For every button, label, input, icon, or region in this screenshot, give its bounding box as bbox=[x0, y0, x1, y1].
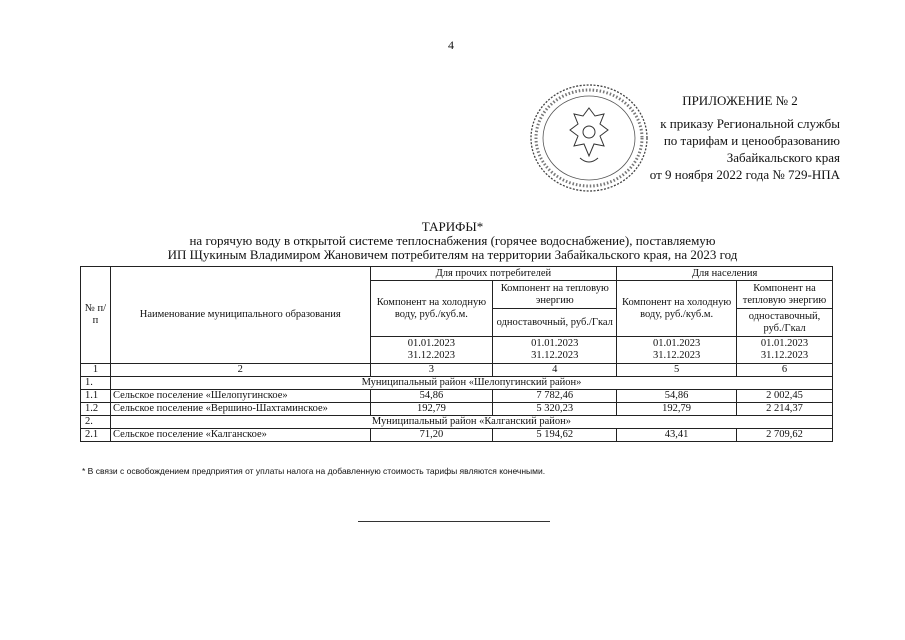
table-row bbox=[81, 429, 833, 442]
row-value: 54,86 bbox=[617, 390, 737, 403]
column-number: 6 bbox=[737, 364, 833, 377]
row-value: 192,79 bbox=[370, 403, 493, 416]
section-row bbox=[81, 377, 833, 390]
header-col-name: Наименование муниципального образования bbox=[110, 267, 370, 364]
column-number: 2 bbox=[110, 364, 370, 377]
appendix-line: от 9 ноября 2022 года № 729-НПА bbox=[649, 167, 840, 182]
footnote: * В связи с освобождением предприятия от уплаты налога на добавленную стоимость тарифы являются конечными. bbox=[82, 466, 546, 476]
row-no: 2.1 bbox=[81, 429, 111, 442]
row-value: 2 709,62 bbox=[737, 429, 833, 442]
period-cell: 01.01.2023 31.12.2023 bbox=[370, 337, 493, 364]
row-no: 1.1 bbox=[81, 390, 111, 403]
appendix-line: Забайкальского края bbox=[726, 150, 840, 165]
section-title: Муниципальный район «Шелопугинский район» bbox=[110, 377, 832, 390]
period-cell: 01.01.2023 31.12.2023 bbox=[493, 337, 617, 364]
section-row bbox=[81, 416, 833, 429]
row-value: 2 002,45 bbox=[737, 390, 833, 403]
header-group-population: Для населения bbox=[617, 267, 833, 281]
section-title: Муниципальный район «Калганский район» bbox=[110, 416, 832, 429]
header-group-other: Для прочих потребителей bbox=[370, 267, 617, 281]
appendix-title: ПРИЛОЖЕНИЕ № 2 bbox=[682, 93, 798, 108]
page-number: 4 bbox=[448, 38, 454, 52]
row-name: Сельское поселение «Калганское» bbox=[110, 429, 370, 442]
row-value: 43,41 bbox=[617, 429, 737, 442]
column-number: 4 bbox=[493, 364, 617, 377]
period-cell: 01.01.2023 31.12.2023 bbox=[737, 337, 833, 364]
header-col-no: № п/п bbox=[81, 267, 111, 364]
section-no: 1. bbox=[81, 377, 111, 390]
column-number: 5 bbox=[617, 364, 737, 377]
column-number: 1 bbox=[81, 364, 111, 377]
row-name: Сельское поселение «Вершино-Шахтаминское» bbox=[110, 403, 370, 416]
header-comp-cold-population: Компонент на холодную воду, руб./куб.м. bbox=[617, 281, 737, 337]
row-value: 7 782,46 bbox=[493, 390, 617, 403]
header-single-rate-other: одноставочный, руб./Гкал bbox=[493, 309, 617, 337]
table-header-row bbox=[81, 267, 833, 281]
appendix-block bbox=[600, 92, 840, 183]
column-numbers-row bbox=[81, 364, 833, 377]
row-value: 192,79 bbox=[617, 403, 737, 416]
row-name: Сельское поселение «Шелопугинское» bbox=[110, 390, 370, 403]
row-value: 54,86 bbox=[370, 390, 493, 403]
heading-line-1: на горячую воду в открытой системе теплоснабжения (горячее водоснабжение), поставляемую bbox=[189, 233, 716, 248]
tariffs-table bbox=[80, 266, 833, 442]
section-no: 2. bbox=[81, 416, 111, 429]
row-value: 5 320,23 bbox=[493, 403, 617, 416]
appendix-line: по тарифам и ценообразованию bbox=[663, 133, 840, 148]
appendix-line: к приказу Региональной службы bbox=[660, 116, 840, 131]
heading-title: ТАРИФЫ* bbox=[421, 219, 484, 234]
table-row bbox=[81, 403, 833, 416]
signature-line bbox=[358, 521, 550, 522]
header-comp-heat-other: Компонент на тепловую энергию bbox=[493, 281, 617, 309]
row-value: 5 194,62 bbox=[493, 429, 617, 442]
column-number: 3 bbox=[370, 364, 493, 377]
row-no: 1.2 bbox=[81, 403, 111, 416]
header-single-rate-population: одноставочный, руб./Гкал bbox=[737, 309, 833, 337]
period-cell: 01.01.2023 31.12.2023 bbox=[617, 337, 737, 364]
heading-line-2: ИП Щукиным Владимиром Жановичем потребителям на территории Забайкальского края, на 2023 год bbox=[167, 247, 738, 262]
header-comp-cold-other: Компонент на холодную воду, руб./куб.м. bbox=[370, 281, 493, 337]
row-value: 71,20 bbox=[370, 429, 493, 442]
row-value: 2 214,37 bbox=[737, 403, 833, 416]
header-comp-heat-population: Компонент на тепловую энергию bbox=[737, 281, 833, 309]
table-row bbox=[81, 390, 833, 403]
document-heading bbox=[0, 220, 905, 262]
